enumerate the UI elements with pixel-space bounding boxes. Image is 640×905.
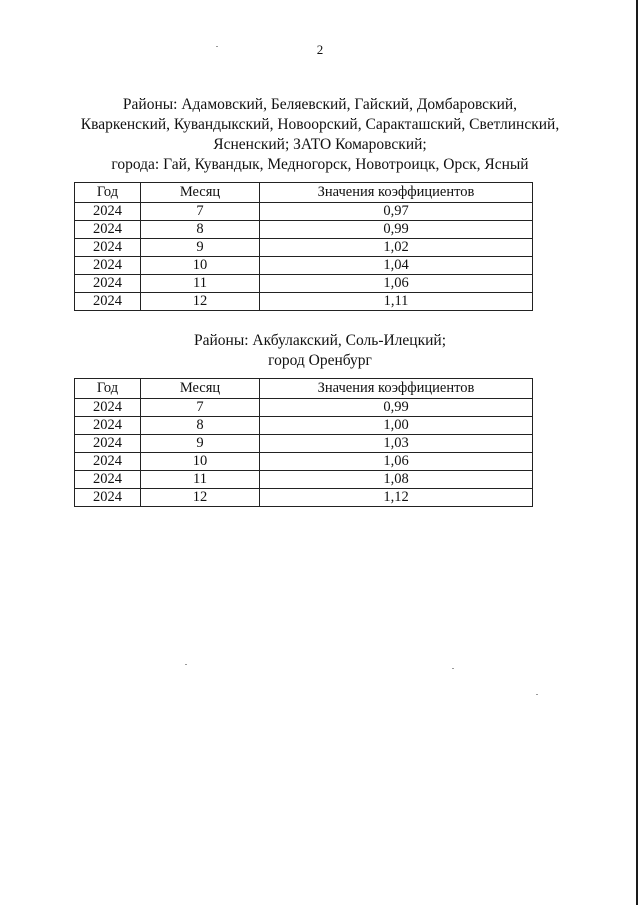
cell-year: 2024 [75, 435, 141, 453]
cell-coefficient: 1,03 [260, 435, 533, 453]
cell-year: 2024 [75, 203, 141, 221]
section1-heading-line: Районы: Адамовский, Беляевский, Гайский, Домбаровский, [122, 96, 518, 113]
table-row [75, 399, 533, 417]
table-row [75, 417, 533, 435]
cell-coefficient: 1,06 [260, 275, 533, 293]
header-coefficient: Значения коэффициентов [260, 183, 533, 203]
cell-month: 11 [141, 275, 260, 293]
header-year: Год [75, 183, 141, 203]
cell-coefficient: 1,04 [260, 257, 533, 275]
section1-heading-line: города: Гай, Кувандык, Медногорск, Новотроицк, Орск, Ясный [111, 156, 529, 173]
section2-heading [60, 331, 580, 371]
header-month: Месяц [141, 379, 260, 399]
section2-heading-line: Районы: Акбулакский, Соль-Илецкий; [193, 332, 447, 349]
header-year: Год [75, 379, 141, 399]
cell-coefficient: 0,99 [260, 399, 533, 417]
cell-coefficient: 1,02 [260, 239, 533, 257]
cell-year: 2024 [75, 221, 141, 239]
cell-coefficient: 1,08 [260, 471, 533, 489]
section1-heading-line: Кваркенский, Кувандыкский, Новоорский, Саракташский, Светлинский, [80, 116, 560, 133]
header-month: Месяц [141, 183, 260, 203]
section2-heading-line: город Оренбург [268, 352, 372, 369]
cell-coefficient: 1,11 [260, 293, 533, 311]
table-row [75, 203, 533, 221]
cell-year: 2024 [75, 399, 141, 417]
cell-month: 7 [141, 399, 260, 417]
table-row [75, 453, 533, 471]
table-row [75, 221, 533, 239]
cell-month: 12 [141, 293, 260, 311]
cell-month: 8 [141, 417, 260, 435]
page-edge [636, 0, 638, 905]
cell-month: 10 [141, 257, 260, 275]
table-row [75, 275, 533, 293]
section1-coefficients-table [74, 182, 533, 311]
cell-year: 2024 [75, 239, 141, 257]
header-coefficient: Значения коэффициентов [260, 379, 533, 399]
cell-coefficient: 0,97 [260, 203, 533, 221]
table-header-row [75, 379, 533, 399]
cell-coefficient: 1,06 [260, 453, 533, 471]
cell-month: 7 [141, 203, 260, 221]
table-header-row [75, 183, 533, 203]
cell-coefficient: 1,12 [260, 489, 533, 507]
table-row [75, 489, 533, 507]
cell-month: 8 [141, 221, 260, 239]
cell-coefficient: 0,99 [260, 221, 533, 239]
cell-month: 10 [141, 453, 260, 471]
section2-coefficients-table [74, 378, 533, 507]
cell-month: 11 [141, 471, 260, 489]
section1-heading [60, 95, 580, 175]
cell-year: 2024 [75, 293, 141, 311]
cell-year: 2024 [75, 417, 141, 435]
table-row [75, 293, 533, 311]
table-row [75, 239, 533, 257]
scan-speck [185, 664, 187, 665]
cell-coefficient: 1,00 [260, 417, 533, 435]
cell-year: 2024 [75, 489, 141, 507]
cell-month: 9 [141, 435, 260, 453]
table-row [75, 435, 533, 453]
cell-year: 2024 [75, 453, 141, 471]
section1-heading-line: Ясненский; ЗАТО Комаровский; [213, 136, 427, 153]
scan-speck [536, 694, 538, 695]
cell-year: 2024 [75, 257, 141, 275]
scan-speck [216, 46, 218, 47]
cell-year: 2024 [75, 275, 141, 293]
cell-month: 9 [141, 239, 260, 257]
cell-month: 12 [141, 489, 260, 507]
page-number: 2 [316, 42, 324, 57]
table-row [75, 471, 533, 489]
cell-year: 2024 [75, 471, 141, 489]
scan-speck [452, 668, 454, 669]
table-row [75, 257, 533, 275]
